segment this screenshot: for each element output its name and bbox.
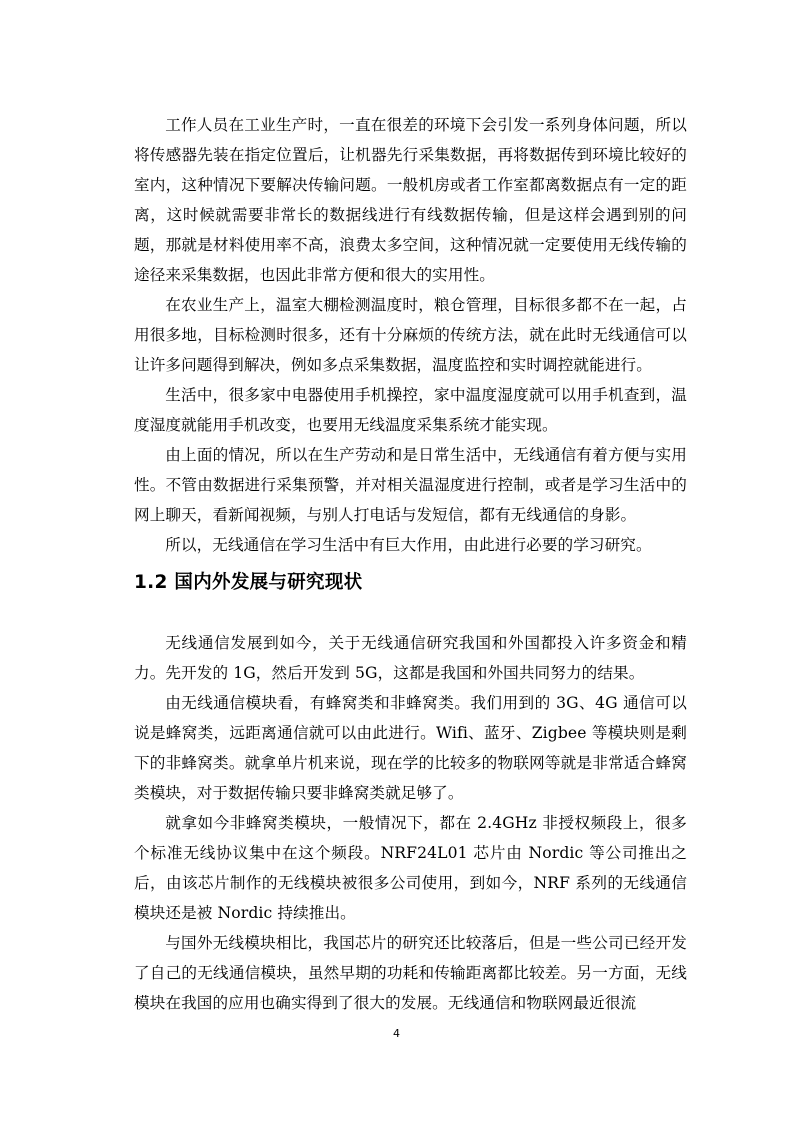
section-2-body <box>134 628 687 1018</box>
paragraph-conclusion: 所以，无线通信在学习生活中有巨大作用，由此进行必要的学习研究。 <box>165 536 652 554</box>
paragraph-cellular: 由无线通信模块看，有蜂窝类和非蜂窝类。我们用到的 3G、4G 通信可以说是蜂窝类，远距离通信就可以由此进行。Wifi、蓝牙、Zigbee 等模块则是剩下的非蜂窝类。就拿单片机来说，现在学的比较多的物联网等就是非常适合蜂窝类模块，对于数据传输只要非蜂窝类就足够了。 <box>134 694 687 802</box>
paragraph-development: 无线通信发展到如今，关于无线通信研究我国和外国都投入许多资金和精力。先开发的 1G，然后开发到 5G，这都是我国和外国共同努力的结果。 <box>134 634 687 682</box>
paragraph-daily-life: 生活中，很多家中电器使用手机操控，家中温度湿度就可以用手机查到，温度湿度就能用手机改变，也要用无线温度采集系统才能实现。 <box>134 386 687 434</box>
paragraph-summary: 由上面的情况，所以在生产劳动和是日常生活中，无线通信有着方便与实用性。不管由数据进行采集预警，并对相关温湿度进行控制，或者是学习生活中的网上聊天，看新闻视频，与别人打电话与发短信，都有无线通信的身影。 <box>134 446 687 524</box>
section-heading: 1.2 国内外发展与研究现状 <box>134 572 363 593</box>
paragraph-non-cellular: 就拿如今非蜂窝类模块，一般情况下，都在 2.4GHz 非授权频段上，很多个标准无线协议集中在这个频段。NRF24L01 芯片由 Nordic 等公司推出之后，由该芯片制作的无线模块被很多公司使用，到如今，NRF 系列的无线通信模块还是被 Nordic 持续推出。 <box>134 814 687 922</box>
paragraph-domestic: 与国外无线模块相比，我国芯片的研究还比较落后，但是一些公司已经开发了自己的无线通信模块，虽然早期的功耗和传输距离都比较差。另一方面，无线模块在我国的应用也确实得到了很大的发展。无线通信和物联网最近很流 <box>134 934 687 1012</box>
paragraph-agriculture: 在农业生产上，温室大棚检测温度时，粮仓管理，目标很多都不在一起，占用很多地，目标检测时很多，还有十分麻烦的传统方法，就在此时无线通信可以让许多问题得到解决，例如多点采集数据，温度监控和实时调控就能进行。 <box>134 296 687 374</box>
page-number: 4 <box>393 1027 400 1040</box>
paragraph-industrial: 工作人员在工业生产时，一直在很差的环境下会引发一系列身体问题，所以将传感器先装在指定位置后，让机器先行采集数据，再将数据传到环境比较好的室内，这种情况下要解决传输问题。一般机房或者工作室都离数据点有一定的距离，这时候就需要非常长的数据线进行有线数据传输，但是这样会遇到别的问题，那就是材料使用率不高，浪费太多空间，这种情况就一定要使用无线传输的途径来采集数据，也因此非常方便和很大的实用性。 <box>134 116 687 284</box>
section-1-body <box>134 110 687 560</box>
